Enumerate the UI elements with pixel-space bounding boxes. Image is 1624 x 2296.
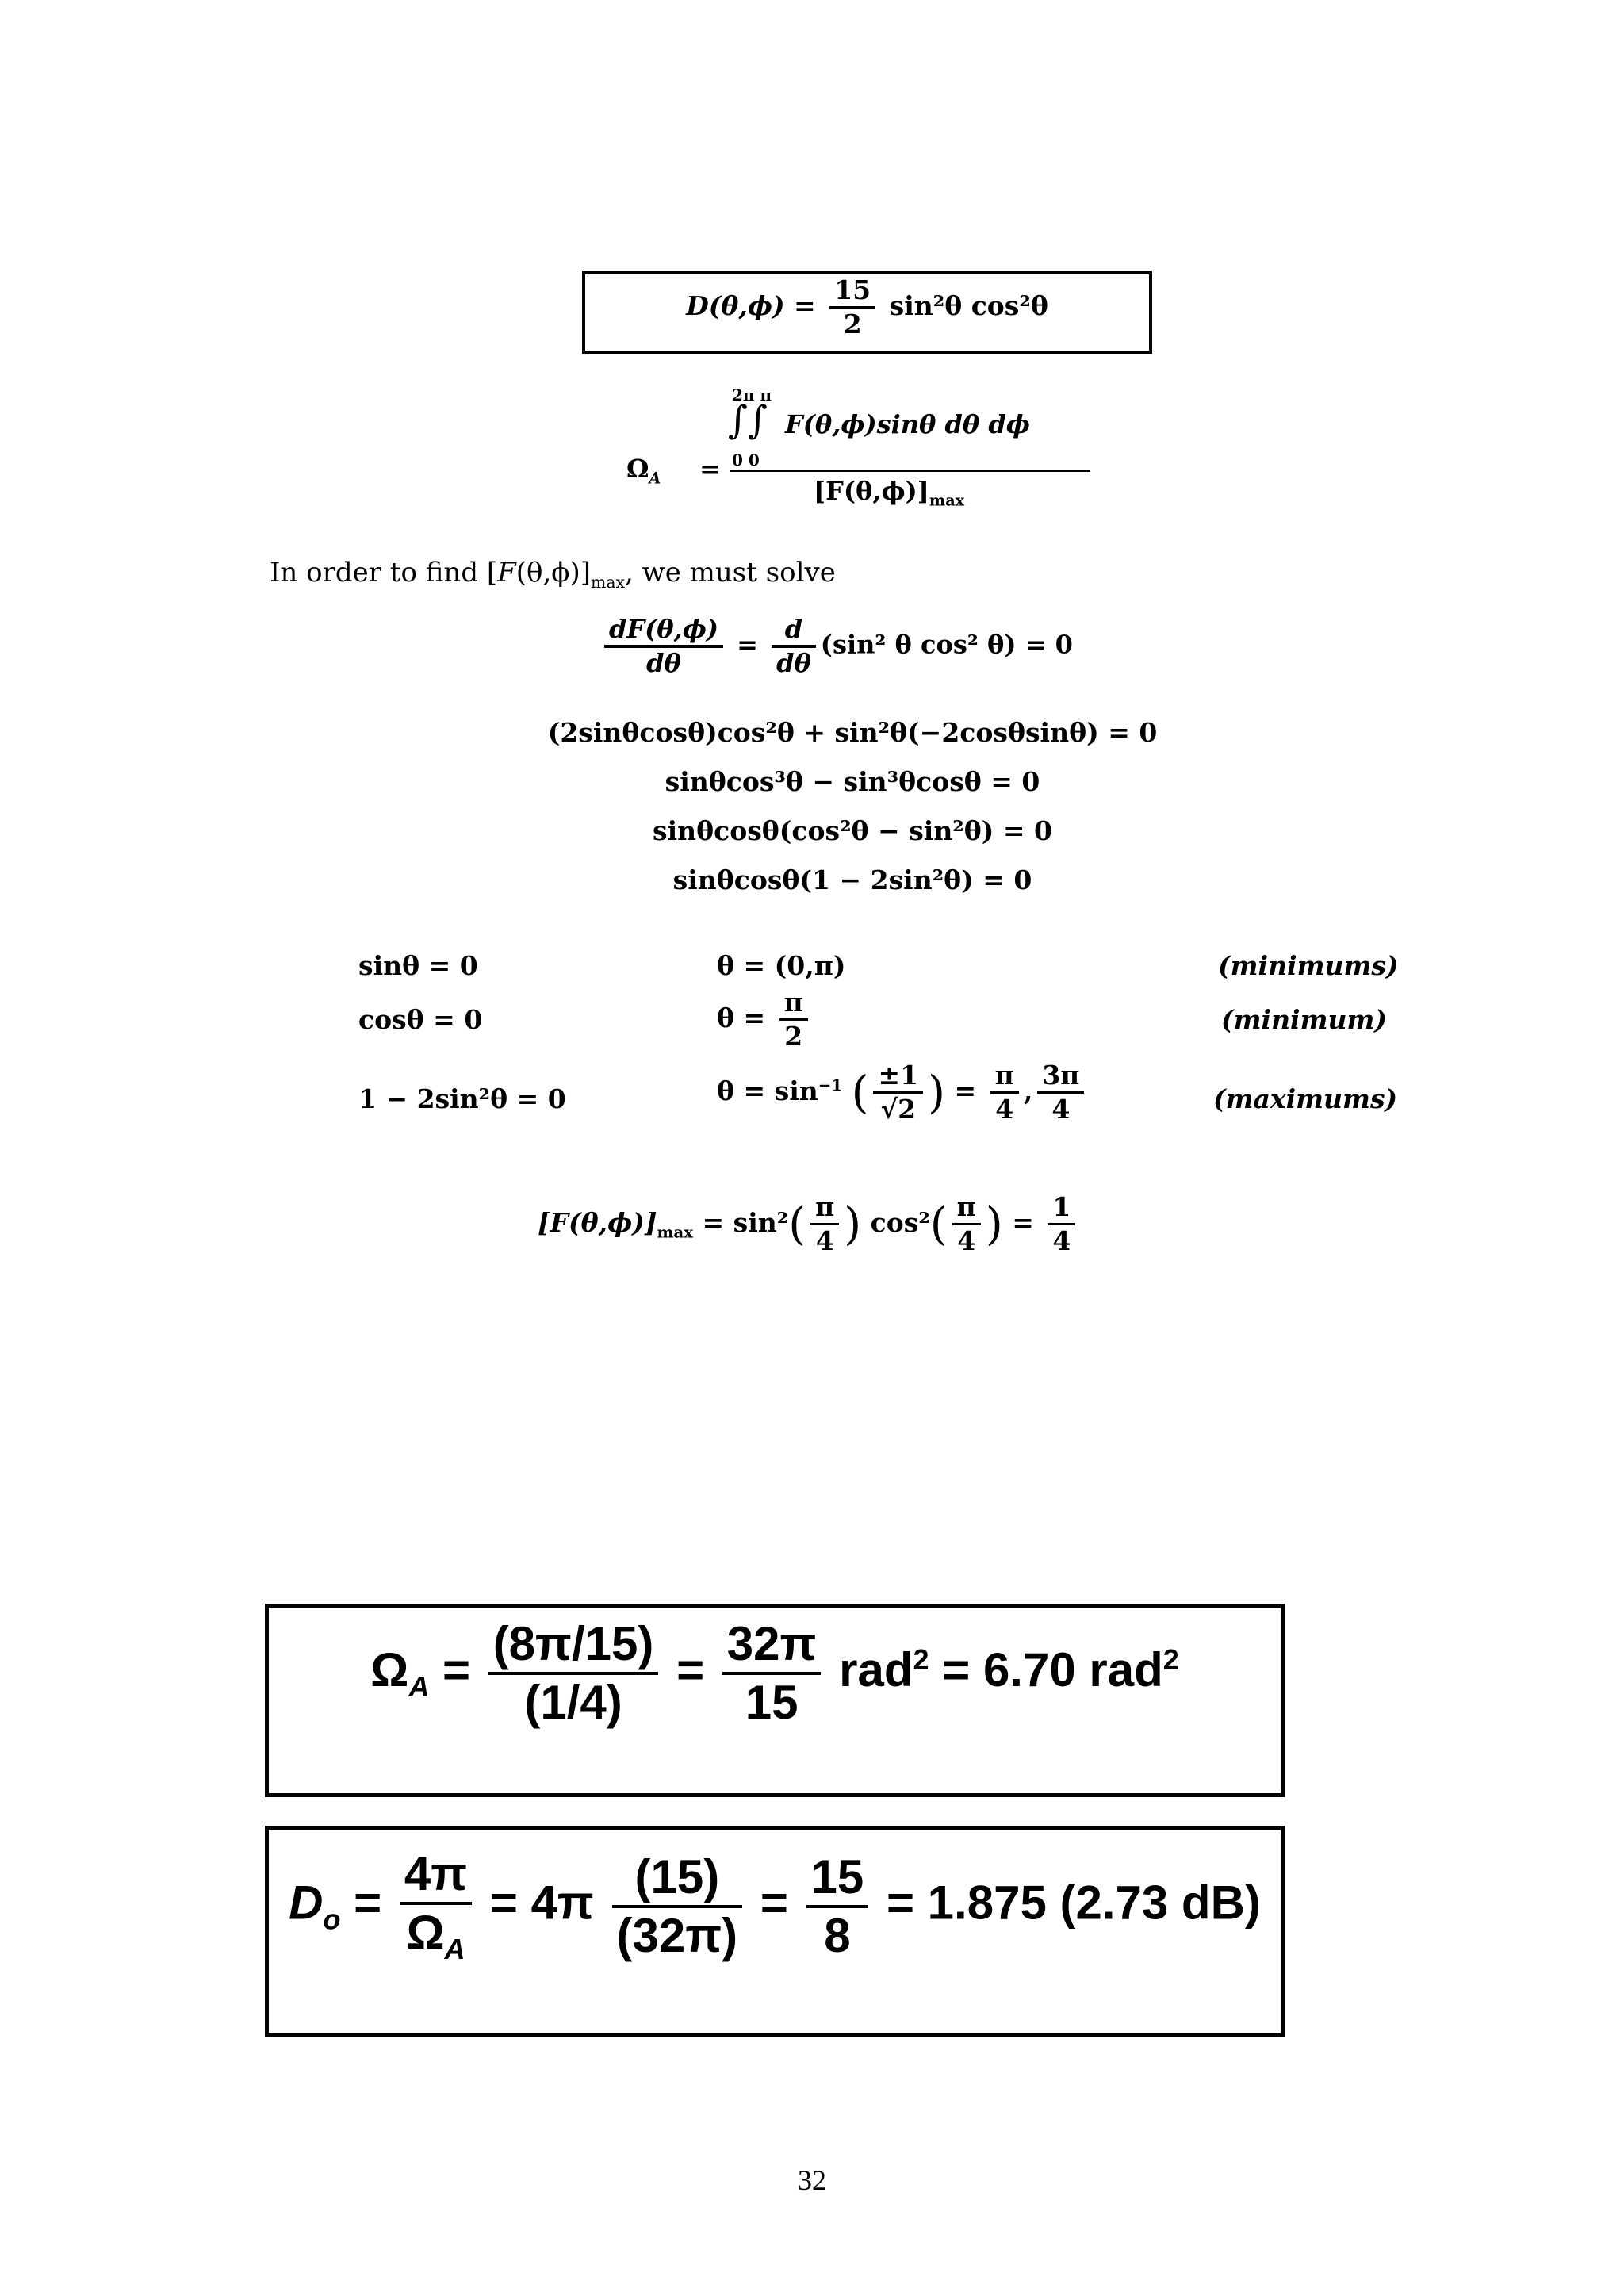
- eight: 8: [824, 1908, 851, 1962]
- root2-numerator: 3π: [1037, 1061, 1084, 1094]
- intro-f-symbol: F: [497, 557, 516, 588]
- fmax-equation: [538, 1193, 1080, 1256]
- left-paren: (: [788, 1198, 806, 1251]
- fraction-denominator: 2: [843, 309, 862, 340]
- right-paren: ): [985, 1198, 1003, 1251]
- case-2-note: (minimum): [1221, 1004, 1388, 1035]
- root1-denominator: 4: [995, 1094, 1014, 1125]
- fifteen: 15: [745, 1676, 799, 1729]
- integral-lower-limits: 0 0: [732, 450, 760, 470]
- equals-sign: =: [354, 1876, 382, 1930]
- omega-symbol: Ω: [626, 454, 649, 484]
- case-1-solution: θ = (0,π): [717, 950, 846, 981]
- result-denominator: 4: [1052, 1225, 1071, 1257]
- cos-squared: cos²: [870, 1206, 930, 1238]
- omega-value: 6.70: [982, 1642, 1076, 1696]
- directivity-rhs: sin²θ cos²θ: [889, 289, 1048, 321]
- page-number: 32: [798, 2164, 826, 2196]
- left-paren: (: [929, 1198, 948, 1251]
- step-1: (2sinθcosθ)cos²θ + sin²θ(−2cosθsinθ) = 0: [547, 717, 1158, 748]
- step-3: sinθcosθ(cos²θ − sin²θ) = 0: [653, 815, 1052, 846]
- sin-squared: = sin²: [702, 1206, 789, 1238]
- case-3-note: (maximums): [1213, 1083, 1398, 1114]
- fmax-lhs: [F(θ,ϕ)]: [538, 1206, 657, 1238]
- root1-numerator: π: [990, 1061, 1019, 1094]
- root2-denominator: 4: [1051, 1094, 1071, 1125]
- d0-symbol: D: [289, 1876, 324, 1930]
- case-3-lhs: θ = sin: [717, 1075, 818, 1106]
- integral-upper-limits: 2π π: [732, 385, 772, 404]
- equals-sign: =: [954, 1075, 977, 1106]
- plusminus-numerator: ±1: [873, 1061, 923, 1094]
- case-2-condition: cosθ = 0: [358, 1004, 483, 1035]
- d0-value: = 1.875 (2.73 dB): [886, 1876, 1261, 1930]
- omega-subscript: A: [408, 1669, 430, 1703]
- max-subscript: max: [929, 491, 965, 510]
- case-3-solution: $\theta = \sin^{-1}$ ( $\frac{\pm 1}{√2}$ ) = $\frac{\pi}{4}$ , $\frac{3\pi}{4}$: [717, 1061, 1089, 1125]
- omega-definition: [626, 385, 1102, 512]
- fmax-subscript: max: [657, 1222, 693, 1242]
- omega-symbol: Ω: [406, 1906, 445, 1959]
- directivity-equation: [582, 276, 1152, 339]
- pi-numerator: π: [810, 1193, 839, 1225]
- unit-rad: rad: [839, 1642, 914, 1696]
- equals-sign: =: [1012, 1206, 1034, 1238]
- case-3-condition: 1 − 2sin²θ = 0: [358, 1083, 566, 1114]
- thirty-two-pi: 32π: [722, 1618, 822, 1675]
- case-1-note: (minimums): [1218, 950, 1399, 981]
- equals-sign: =: [760, 1876, 788, 1930]
- equals-sign: =: [676, 1642, 705, 1696]
- d0-subscript: o: [323, 1903, 341, 1936]
- right-paren: ): [928, 1067, 945, 1119]
- case-2-lhs: θ =: [717, 1002, 766, 1033]
- case-1-condition: sinθ = 0: [358, 950, 478, 981]
- fraction-bar: [730, 470, 1090, 472]
- thirty-two-pi-paren: (32π): [616, 1908, 738, 1962]
- inverse-superscript: −1: [818, 1075, 843, 1094]
- omega-subscript: A: [444, 1933, 465, 1965]
- equals-sign: =: [699, 454, 721, 484]
- case-2-solution: [717, 988, 813, 1052]
- right-paren: ): [844, 1198, 862, 1251]
- intro-max-subscript: max: [591, 572, 626, 592]
- omega-subscript: A: [649, 469, 661, 488]
- omega-result-equation: [265, 1618, 1285, 1729]
- derivative-denominator: dθ: [646, 648, 681, 679]
- sqrt2-denominator: √2: [880, 1094, 917, 1125]
- step-4: sinθcosθ(1 − 2sin²θ) = 0: [672, 864, 1032, 895]
- four-pi: 4π: [400, 1848, 472, 1905]
- equals-sign: =: [442, 1642, 471, 1696]
- double-integral-sign: ∫∫: [728, 398, 768, 443]
- fraction-numerator: 15: [829, 276, 875, 309]
- equals-sign: =: [942, 1642, 971, 1696]
- squared-superscript: 2: [913, 1642, 929, 1676]
- derivative-rhs: (sin² θ cos² θ) = 0: [820, 629, 1073, 660]
- intro-args: (θ,ϕ)]: [515, 557, 592, 588]
- four-pi-factor: = 4π: [489, 1876, 594, 1930]
- omega-symbol: Ω: [370, 1642, 409, 1696]
- directivity-lhs: D(θ,ϕ) =: [686, 289, 816, 321]
- equals-sign: =: [737, 629, 758, 660]
- integrand: F(θ,ϕ)sinθ dθ dϕ: [785, 409, 1030, 439]
- two-denominator: 2: [784, 1021, 803, 1052]
- result-numerator: 1: [1048, 1193, 1075, 1225]
- intro-sentence: [270, 557, 836, 592]
- intro-text-end: , we must solve: [625, 557, 836, 588]
- squared-superscript: 2: [1162, 1642, 1179, 1676]
- omega-denominator: (1/4): [524, 1676, 622, 1729]
- omega-denominator: [F(θ,ϕ)]: [814, 476, 929, 506]
- four-denominator: 4: [815, 1225, 834, 1257]
- pi-numerator: π: [952, 1193, 981, 1225]
- four-denominator: 4: [957, 1225, 976, 1257]
- fifteen: 15: [806, 1851, 869, 1908]
- d-operator-numerator: d: [772, 615, 816, 648]
- left-paren: (: [851, 1067, 869, 1119]
- pi-numerator: π: [779, 988, 808, 1021]
- derivative-numerator: dF(θ,ϕ): [604, 615, 723, 648]
- derivative-equation: [599, 615, 1073, 677]
- unit-rad: rad: [1089, 1642, 1163, 1696]
- omega-numerator: (8π/15): [488, 1618, 659, 1675]
- step-2: sinθcos³θ − sin³θcosθ = 0: [665, 766, 1040, 797]
- fifteen-paren: (15): [612, 1851, 743, 1908]
- d-operator-denominator: dθ: [776, 648, 811, 679]
- intro-text-start: In order to find [: [270, 557, 498, 588]
- directivity-result-equation: [265, 1848, 1285, 1965]
